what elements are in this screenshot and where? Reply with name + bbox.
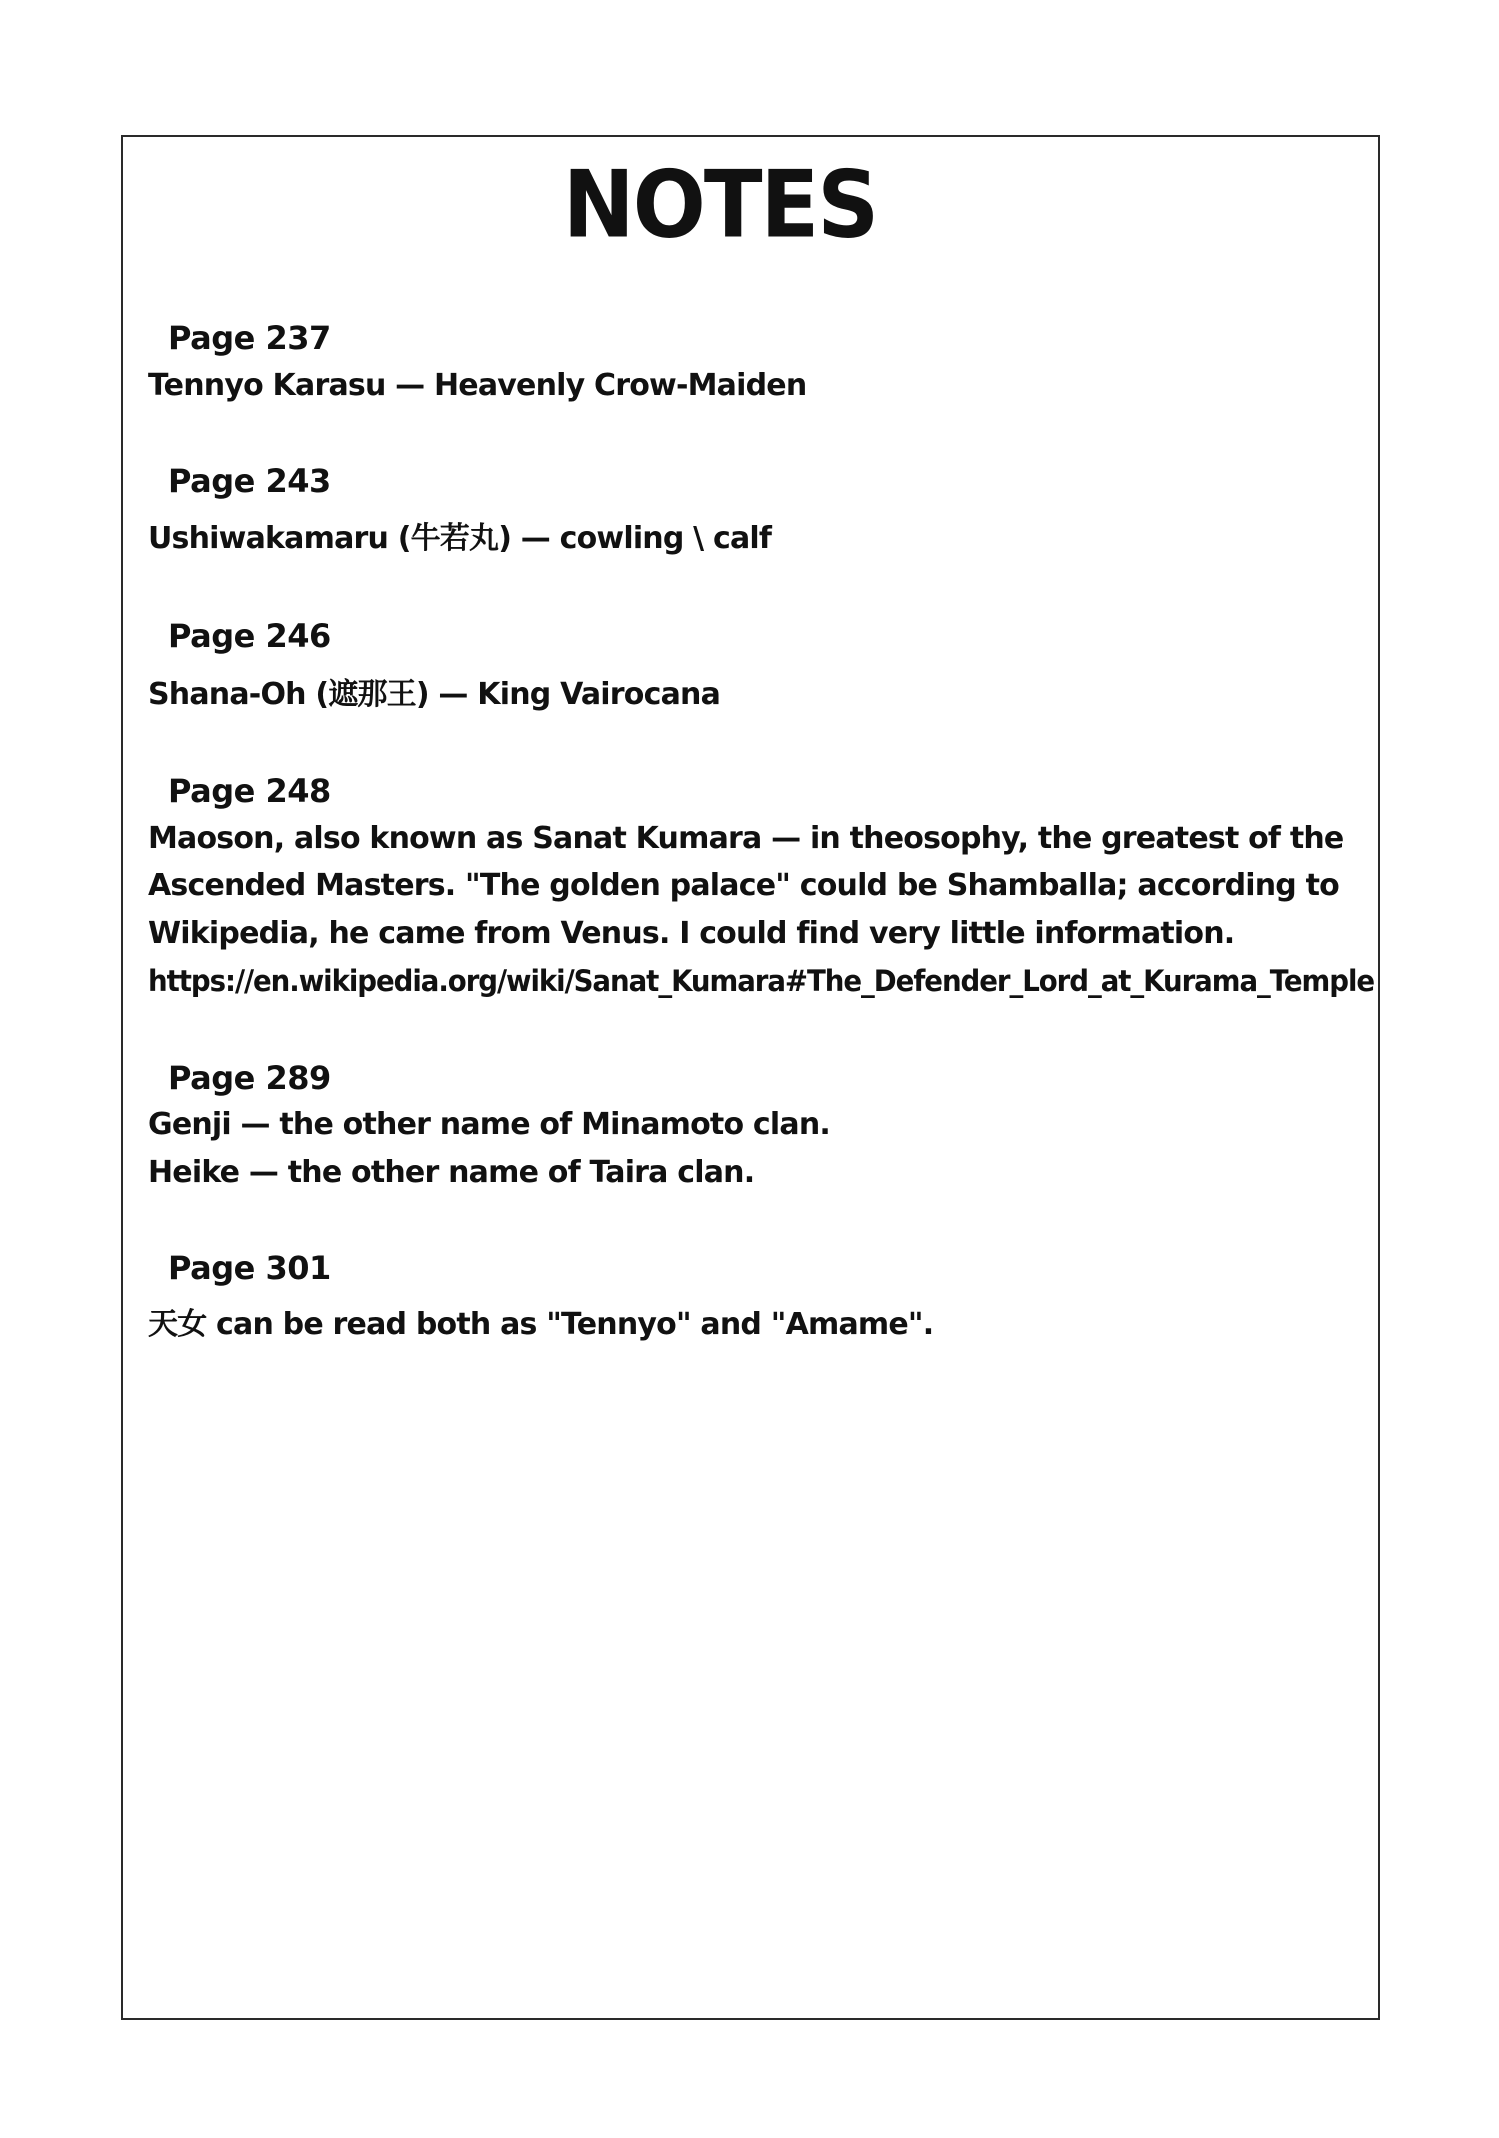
note-text-line: Tennyo Karasu — Heavenly Crow-Maiden [148,368,807,403]
page-title: NOTES [562,151,878,259]
note-text-line: Genji — the other name of Minamoto clan. [148,1107,830,1142]
note-page-label: Page 301 [168,1249,331,1287]
note-page-label: Page 237 [168,319,331,357]
note-page-label: Page 248 [168,772,331,810]
note-page-label: Page 246 [168,617,331,655]
note-text-line: Ushiwakamaru (牛若丸) — cowling \ calf [148,521,772,556]
note-text-line: Wikipedia, he came from Venus. I could find very little information. [148,916,1235,951]
note-text-line: 天女 can be read both as "Tennyo" and "Amame". [148,1307,934,1342]
note-text-line: Heike — the other name of Taira clan. [148,1155,755,1190]
note-page-label: Page 243 [168,462,331,500]
note-text-line: Maoson, also known as Sanat Kumara — in theosophy, the greatest of the [148,821,1344,856]
note-text-line: Ascended Masters. "The golden palace" could be Shamballa; according to [148,868,1339,903]
note-url-line: https://en.wikipedia.org/wiki/Sanat_Kumara#The_Defender_Lord_at_Kurama_Temple [148,964,1375,998]
note-page-label: Page 289 [168,1059,331,1097]
note-text-line: Shana-Oh (遮那王) — King Vairocana [148,677,721,712]
